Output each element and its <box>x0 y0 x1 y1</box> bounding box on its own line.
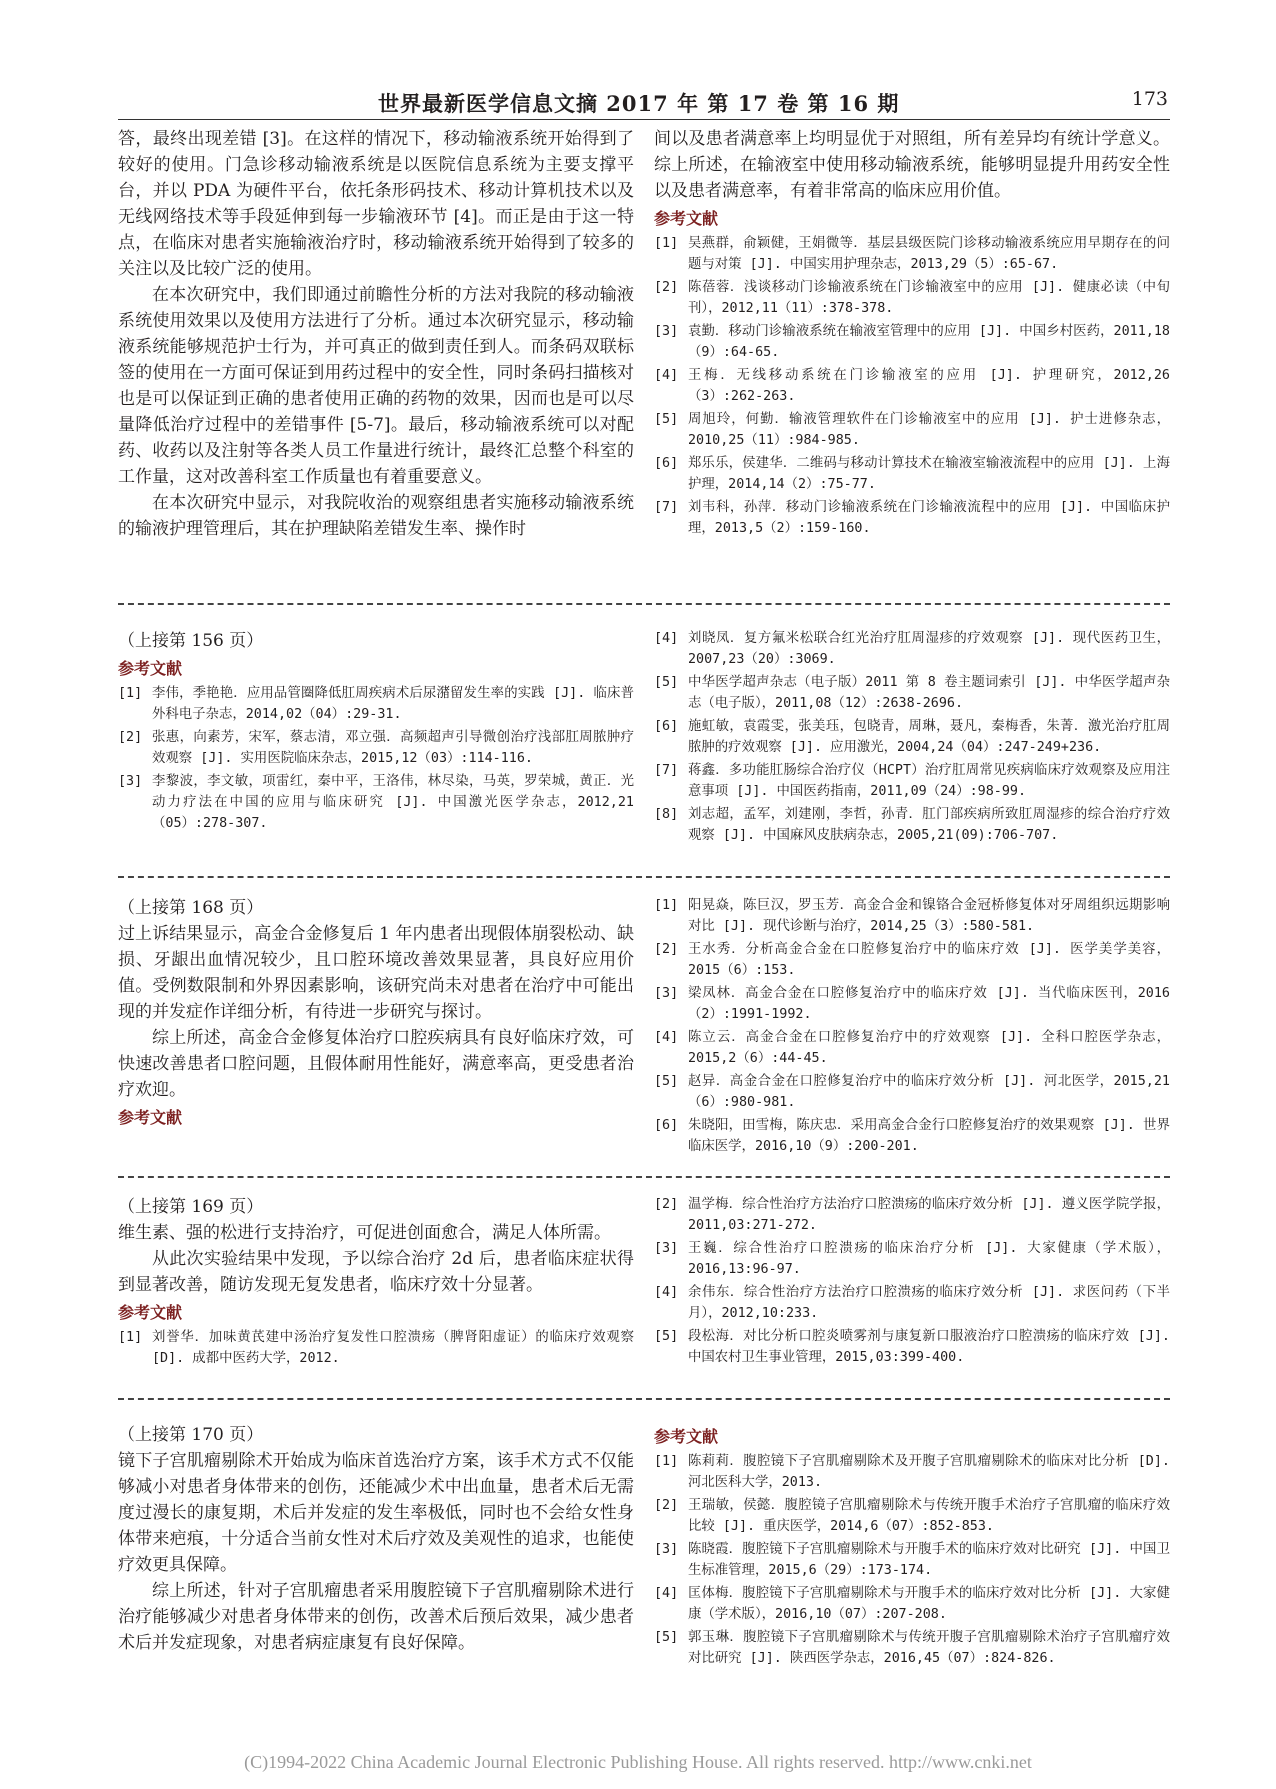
reference-item: [6] 朱晓阳，田雪梅，陈庆忠．采用高金合金行口腔修复治疗的效果观察 [J]. 世界临床医学，2016,10（9）:200-201. <box>654 1118 1170 1154</box>
reference-item: [3] 袁勤．移动门诊输液系统在输液室管理中的应用 [J]. 中国乡村医药，2011,18（9）:64-65. <box>654 324 1170 360</box>
reference-item: [3] 王巍．综合性治疗口腔溃疡的临床治疗分析 [J]. 大家健康（学术版），2016,13:96-97. <box>654 1241 1170 1277</box>
journal-title: 世界最新医学信息文摘 2017 年 第 17 卷 第 16 期 <box>378 91 900 116</box>
section-divider <box>118 1176 1170 1178</box>
page-number: 173 <box>1131 88 1168 110</box>
reference-item: [3] 梁凤林．高金合金在口腔修复治疗中的临床疗效 [J]. 当代临床医刊，2016（2）:1991-1992. <box>654 986 1170 1022</box>
continued-note: （上接第 169 页） <box>118 1197 264 1217</box>
reference-item: [4] 王梅．无线移动系统在门诊输液室的应用 [J]. 护理研究，2012,26（3）:262-263. <box>654 368 1170 404</box>
section-divider <box>118 876 1170 878</box>
continued-note: （上接第 170 页） <box>118 1425 264 1445</box>
section3-right-column <box>654 895 1170 1159</box>
references-heading: 参考文献 <box>654 209 719 228</box>
reference-item: [6] 郑乐乐，侯建华．二维码与移动计算技术在输液室输液流程中的应用 [J]. 上海护理，2014,14（2）:75-77. <box>654 456 1170 492</box>
body-paragraph: 镜下子宫肌瘤剔除术开始成为临床首选治疗方案，该手术方式不仅能够减小对患者身体带来的创伤，还能减少术中出血量，患者术后无需度过漫长的康复期，术后并发症的发生率极低，同时也不会给女性身体带来疤痕，十分适合当前女性对术后疗效及美观性的追求，也能使疗效更具保障。 <box>118 1451 634 1575</box>
section2-left-column <box>118 628 634 836</box>
references-heading: 参考文献 <box>654 1427 719 1446</box>
references-heading: 参考文献 <box>118 1303 183 1322</box>
reference-item: [2] 张惠，向素芳，宋军，蔡志清，邓立强．高频超声引导微创治疗浅部肛周脓肿疗效观察 [J]. 实用医院临床杂志，2015,12（03）:114-116. <box>118 730 634 766</box>
running-header <box>118 88 1170 124</box>
body-paragraph: 从此次实验结果中发现，予以综合治疗 2d 后，患者临床症状得到显著改善，随访发现无复发患者，临床疗效十分显著。 <box>118 1249 634 1295</box>
references-heading: 参考文献 <box>118 659 183 678</box>
body-paragraph: 综上所述，针对子宫肌瘤患者采用腹腔镜下子宫肌瘤剔除术进行治疗能够减少对患者身体带来的创伤，改善术后预后效果，减少患者术后并发症现象，对患者病症康复有良好保障。 <box>118 1581 634 1653</box>
section3-left-column <box>118 895 634 1132</box>
reference-item: [3] 李黎波，李文敏，项雷红，秦中平，王洛伟，林尽染，马英，罗荣城，黄正．光动力疗法在中国的应用与临床研究 [J]. 中国激光医学杂志，2012,21（05）:278-307. <box>118 774 634 831</box>
reference-item: [2] 温学梅．综合性治疗方法治疗口腔溃疡的临床疗效分析 [J]. 遵义医学院学报，2011,03:271-272. <box>654 1197 1170 1233</box>
header-rule <box>118 119 1170 120</box>
reference-item: [1] 刘誉华．加味黄芪建中汤治疗复发性口腔溃疡（脾肾阳虚证）的临床疗效观察 [D]. 成都中医药大学，2012. <box>118 1330 634 1366</box>
section-divider <box>118 1398 1170 1400</box>
copyright-footer: (C)1994-2022 China Academic Journal Electronic Publishing House. All rights reserved. http://www.cnki.net <box>244 1752 1032 1772</box>
section-divider <box>118 603 1170 605</box>
reference-item: [5] 段松海．对比分析口腔炎喷雾剂与康复新口服液治疗口腔溃疡的临床疗效 [J]. 中国农村卫生事业管理，2015,03:399-400. <box>654 1329 1170 1365</box>
body-paragraph: 答，最终出现差错 [3]。在这样的情况下，移动输液系统开始得到了较好的使用。门急诊移动输液系统是以医院信息系统为主要支撑平台，并以 PDA 为硬件平台，依托条形码技术、移动计算机技术以及无线网络技术等手段延伸到每一步输液环节 [4]。而正是由于这一特点，在临床对患者实施输液治疗时，移动输液系统开始得到了较多的关注以及比较广泛的使用。 <box>118 129 634 279</box>
reference-item: [6] 施虹敏，袁霞雯，张美珏，包晓青，周琳，聂凡，秦梅香，朱菁．激光治疗肛周脓肿的疗效观察 [J]. 应用激光，2004,24（04）:247-249+236. <box>654 719 1170 755</box>
reference-item: [5] 中华医学超声杂志（电子版）2011 第 8 卷主题词索引 [J]. 中华医学超声杂志（电子版），2011,08（12）:2638-2696. <box>654 675 1170 711</box>
reference-item: [2] 王瑞敏，侯懿．腹腔镜子宫肌瘤剔除术与传统开腹手术治疗子宫肌瘤的临床疗效比较 [J]. 重庆医学，2014,6（07）:852-853. <box>654 1498 1170 1534</box>
body-paragraph: 综上所述，高金合金修复体治疗口腔疾病具有良好临床疗效，可快速改善患者口腔问题，且假体耐用性能好，满意率高，更受患者治疗欢迎。 <box>118 1028 634 1100</box>
reference-list <box>654 233 1170 539</box>
body-paragraph: 在本次研究中显示，对我院收治的观察组患者实施移动输液系统的输液护理管理后，其在护理缺陷差错发生率、操作时 <box>118 493 634 539</box>
reference-item: [2] 王水秀．分析高金合金在口腔修复治疗中的临床疗效 [J]. 医学美学美容，2015（6）:153. <box>654 942 1170 978</box>
section5-right-column <box>654 1422 1170 1671</box>
section1-left-column <box>118 126 634 542</box>
reference-item: [5] 赵异．高金合金在口腔修复治疗中的临床疗效分析 [J]. 河北医学，2015,21（6）:980-981. <box>654 1074 1170 1110</box>
section1-right-column <box>654 126 1170 541</box>
reference-item: [5] 郭玉琳．腹腔镜下子宫肌瘤剔除术与传统开腹子宫肌瘤剔除术治疗子宫肌瘤疗效对比研究 [J]. 陕西医学杂志，2016,45（07）:824-826. <box>654 1630 1170 1666</box>
reference-item: [5] 周旭玲，何勤．输液管理软件在门诊输液室中的应用 [J]. 护士进修杂志，2010,25（11）:984-985. <box>654 412 1170 448</box>
body-paragraph: 维生素、强的松进行支持治疗，可促进创面愈合，满足人体所需。 <box>118 1223 611 1243</box>
continued-note: （上接第 168 页） <box>118 898 264 918</box>
reference-item: [7] 刘韦科，孙萍．移动门诊输液系统在门诊输液流程中的应用 [J]. 中国临床护理，2013,5（2）:159-160. <box>654 500 1170 536</box>
reference-item: [1] 陈莉莉．腹腔镜下子宫肌瘤剔除术及开腹子宫肌瘤剔除术的临床对比分析 [D]. 河北医科大学，2013. <box>654 1454 1170 1490</box>
body-paragraph: 过上诉结果显示，高金合金修复后 1 年内患者出现假体崩裂松动、缺损、牙龈出血情况较少，且口腔环境改善效果显著，具良好应用价值。受例数限制和外界因素影响，该研究尚未对患者在治疗中可能出现的并发症作详细分析，有待进一步研究与探讨。 <box>118 924 634 1022</box>
references-heading: 参考文献 <box>118 1108 183 1127</box>
reference-item: [1] 阳晃焱，陈巨汉，罗玉芳．高金合金和镍铬合金冠桥修复体对牙周组织远期影响对比 [J]. 现代诊断与治疗，2014,25（3）:580-581. <box>654 898 1170 934</box>
body-paragraph: 间以及患者满意率上均明显优于对照组，所有差异均有统计学意义。综上所述，在输液室中使用移动输液系统，能够明显提升用药安全性以及患者满意率，有着非常高的临床应用价值。 <box>654 129 1170 201</box>
continued-note: （上接第 156 页） <box>118 631 264 651</box>
reference-item: [4] 刘晓凤．复方氟米松联合红光治疗肛周湿疹的疗效观察 [J]. 现代医药卫生，2007,23（20）:3069. <box>654 631 1170 667</box>
reference-item: [8] 刘志超，孟军，刘建刚，李哲，孙青．肛门部疾病所致肛周湿疹的综合治疗疗效观察 [J]. 中国麻风皮肤病杂志，2005,21(09):706-707. <box>654 807 1170 843</box>
section4-right-column <box>654 1194 1170 1370</box>
reference-item: [1] 李伟，季艳艳．应用品管圈降低肛周疾病术后尿潴留发生率的实践 [J]. 临床普外科电子杂志，2014,02（04）:29-31. <box>118 686 634 722</box>
reference-item: [4] 陈立云．高金合金在口腔修复治疗中的疗效观察 [J]. 全科口腔医学杂志，2015,2（6）:44-45. <box>654 1030 1170 1066</box>
section4-left-column <box>118 1194 634 1371</box>
reference-item: [7] 蒋鑫．多功能肛肠综合治疗仪（HCPT）治疗肛周常见疾病临床疗效观察及应用注意事项 [J]. 中国医药指南，2011,09（24）:98-99. <box>654 763 1170 799</box>
body-paragraph: 在本次研究中，我们即通过前瞻性分析的方法对我院的移动输液系统使用效果以及使用方法进行了分析。通过本次研究显示，移动输液系统能够规范护士行为，并可真正的做到责任到人。而条码双联标签的使用在一方面可保证到用药过程中的安全性，同时条码扫描核对也是可以保证到正确的患者使用正确的药物的效果，因而也是可以尽量降低治疗过程中的差错事件 [5-7]。最后，移动输液系统可以对配药、收药以及注射等各类人员工作量进行统计，最终汇总整个科室的工作量，这对改善科室工作质量也有着重要意义。 <box>118 285 634 487</box>
reference-item: [2] 陈蓓蓉．浅谈移动门诊输液系统在门诊输液室中的应用 [J]. 健康必读（中旬刊），2012,11（11）:378-378. <box>654 280 1170 316</box>
reference-item: [3] 陈晓霞．腹腔镜下子宫肌瘤剔除术与开腹手术的临床疗效对比研究 [J]. 中国卫生标准管理，2015,6（29）:173-174. <box>654 1542 1170 1578</box>
reference-item: [1] 吴燕群，俞颖健，王娟微等．基层县级医院门诊移动输液系统应用早期存在的问题与对策 [J]. 中国实用护理杂志，2013,29（5）:65-67. <box>654 236 1170 272</box>
section5-left-column <box>118 1422 634 1656</box>
reference-item: [4] 余伟东．综合性治疗方法治疗口腔溃疡的临床疗效分析 [J]. 求医问药（下半月），2012,10:233. <box>654 1285 1170 1321</box>
section2-right-column <box>654 628 1170 848</box>
reference-item: [4] 匡体梅．腹腔镜下子宫肌瘤剔除术与开腹手术的临床疗效对比分析 [J]. 大家健康（学术版），2016,10（07）:207-208. <box>654 1586 1170 1622</box>
